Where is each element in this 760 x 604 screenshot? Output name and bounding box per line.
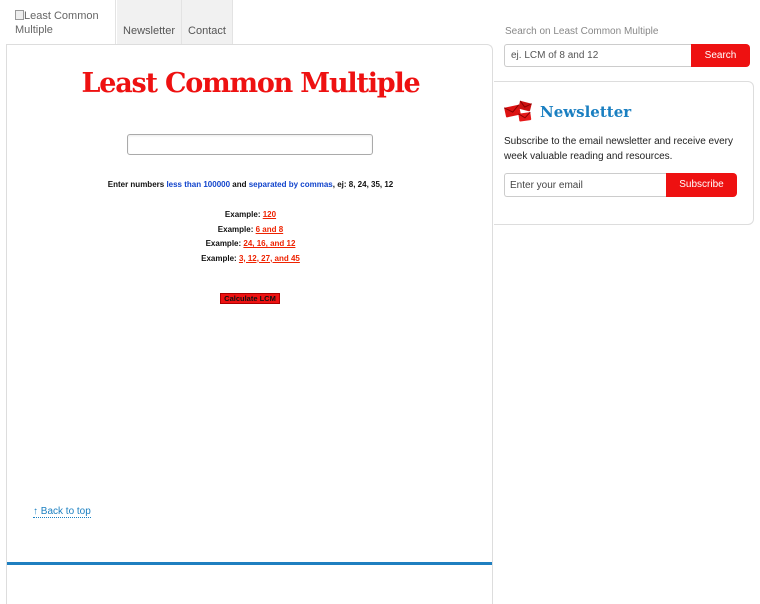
- instructions-separator: separated by commas: [248, 180, 333, 189]
- search-input[interactable]: ej. LCM of 8 and 12: [504, 44, 692, 67]
- instructions-middle: and: [230, 180, 249, 189]
- envelopes-icon: [504, 100, 532, 124]
- instructions: [7, 180, 494, 189]
- back-to-top-link[interactable]: ↑ Back to top: [33, 506, 91, 517]
- site-logo[interactable]: [7, 0, 116, 45]
- newsletter-card: [494, 81, 754, 225]
- instructions-prefix: Enter numbers: [107, 180, 167, 189]
- example-link[interactable]: 6 and 8: [255, 224, 284, 234]
- search-label: Search on Least Common Multiple: [505, 26, 659, 37]
- example-label: Example:: [224, 210, 261, 219]
- tab-newsletter[interactable]: [117, 0, 182, 45]
- search-button[interactable]: Search: [691, 44, 750, 67]
- main-content: [6, 44, 493, 604]
- instructions-suffix: , ej: 8, 24, 35, 12: [332, 180, 394, 189]
- example-label: Example:: [205, 239, 242, 248]
- example-label: Example:: [217, 224, 254, 234]
- example-link[interactable]: 3, 12, 27, and 45: [238, 253, 300, 263]
- example-link[interactable]: 24, 16, and 12: [243, 239, 296, 248]
- example-link[interactable]: 120: [262, 210, 277, 219]
- subscribe-button[interactable]: Subscribe: [666, 173, 737, 197]
- example-item: [7, 237, 494, 252]
- calculate-button[interactable]: Calculate LCM: [220, 293, 280, 304]
- numbers-input[interactable]: [127, 134, 373, 155]
- logo-alt-text: Least Common Multiple: [15, 10, 99, 36]
- email-field[interactable]: Enter your email: [504, 173, 667, 197]
- examples-list: [7, 208, 494, 266]
- footer-divider: [7, 562, 492, 565]
- example-item: [7, 223, 494, 238]
- example-item: [7, 252, 494, 267]
- newsletter-title: Newsletter: [540, 103, 632, 121]
- instructions-limit: less than 100000: [166, 180, 231, 189]
- example-label: Example:: [201, 253, 237, 263]
- example-item: [7, 208, 494, 223]
- page-title: Least Common Multiple: [81, 68, 420, 99]
- tab-contact-label: Contact: [188, 25, 226, 37]
- broken-image-icon: [15, 10, 24, 20]
- tab-contact[interactable]: [182, 0, 233, 45]
- tab-newsletter-label: Newsletter: [123, 25, 175, 37]
- newsletter-description: Subscribe to the email newsletter and receive every week valuable reading and resources.: [504, 136, 734, 162]
